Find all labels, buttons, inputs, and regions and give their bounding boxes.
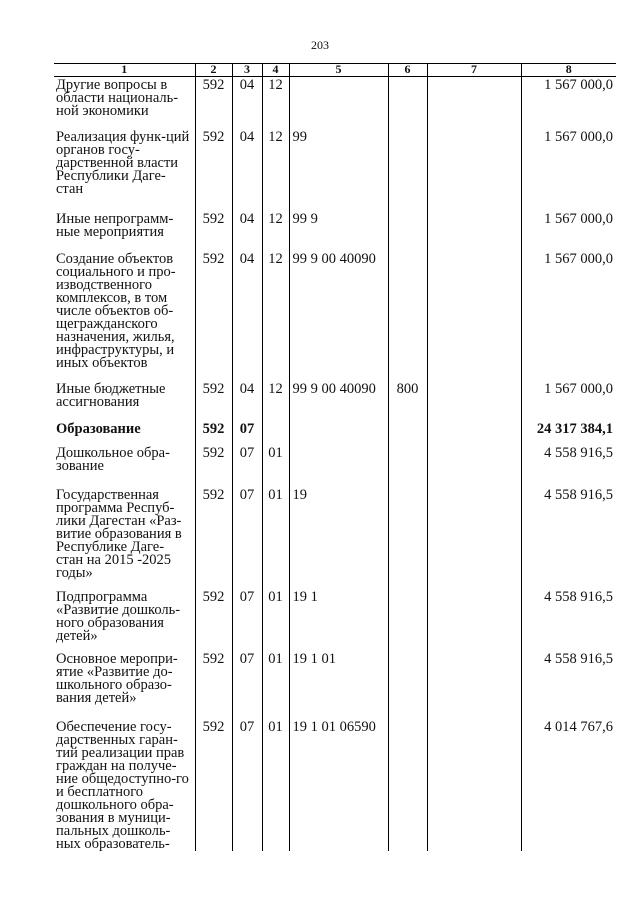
- section-code-cell: 07: [232, 589, 262, 651]
- amount-cell: 1 567 000,0: [521, 211, 616, 251]
- subsection-code-cell: 01: [262, 487, 289, 589]
- ministry-code-cell: 592: [195, 251, 232, 381]
- amount-cell: 4 558 916,5: [521, 445, 616, 487]
- ministry-code-cell: 592: [195, 129, 232, 211]
- subsection-code-cell: 12: [262, 381, 289, 421]
- column-7-cell: [427, 129, 521, 211]
- expense-type-cell: [388, 251, 427, 381]
- column-header-8: 8: [521, 64, 616, 77]
- column-7-cell: [427, 381, 521, 421]
- section-code-cell: 07: [232, 719, 262, 851]
- ministry-code-cell: 592: [195, 211, 232, 251]
- column-7-cell: [427, 589, 521, 651]
- table-row: [54, 421, 616, 445]
- amount-cell: 4 014 767,6: [521, 719, 616, 851]
- budget-table: [54, 63, 616, 851]
- ministry-code-cell: 592: [195, 77, 232, 129]
- table-row: [54, 129, 616, 211]
- target-article-cell: 99 9: [289, 211, 388, 251]
- amount-cell: 24 317 384,1: [521, 421, 616, 445]
- target-article-cell: 19: [289, 487, 388, 589]
- table-row: [54, 445, 616, 487]
- column-7-cell: [427, 77, 521, 129]
- column-header-2: 2: [195, 64, 232, 77]
- amount-cell: 1 567 000,0: [521, 251, 616, 381]
- amount-cell: 4 558 916,5: [521, 589, 616, 651]
- expense-type-cell: [388, 129, 427, 211]
- section-code-cell: 04: [232, 129, 262, 211]
- column-7-cell: [427, 421, 521, 445]
- target-article-cell: 19 1 01 06590: [289, 719, 388, 851]
- ministry-code-cell: 592: [195, 719, 232, 851]
- expense-type-cell: 800: [388, 381, 427, 421]
- ministry-code-cell: 592: [195, 487, 232, 589]
- expense-type-cell: [388, 445, 427, 487]
- target-article-cell: 99: [289, 129, 388, 211]
- section-code-cell: 04: [232, 77, 262, 129]
- table-row: [54, 211, 616, 251]
- table-row: [54, 251, 616, 381]
- page-number: 203: [311, 38, 329, 52]
- column-7-cell: [427, 719, 521, 851]
- subsection-code-cell: 12: [262, 77, 289, 129]
- target-article-cell: 19 1: [289, 589, 388, 651]
- item-name-cell: Дошкольное обра-зование: [56, 444, 170, 474]
- section-code-cell: 07: [232, 651, 262, 719]
- expense-type-cell: [388, 77, 427, 129]
- item-name-cell: Государственная программа Респуб-лики Дагестан «Раз-витие образования в Республике Даге-стан на 2015 -2025 годы»: [56, 486, 182, 581]
- subsection-code-cell: 12: [262, 251, 289, 381]
- section-code-cell: 07: [232, 487, 262, 589]
- table-row: [54, 381, 616, 421]
- table-row: [54, 589, 616, 651]
- column-header-7: 7: [427, 64, 521, 77]
- section-code-cell: 04: [232, 381, 262, 421]
- expense-type-cell: [388, 719, 427, 851]
- target-article-cell: [289, 421, 388, 445]
- subsection-code-cell: [262, 421, 289, 445]
- table-row: [54, 77, 616, 129]
- expense-type-cell: [388, 651, 427, 719]
- column-header-3: 3: [232, 64, 262, 77]
- target-article-cell: [289, 77, 388, 129]
- table-row: [54, 487, 616, 589]
- section-code-cell: 04: [232, 211, 262, 251]
- target-article-cell: 99 9 00 40090: [289, 381, 388, 421]
- column-header-1: 1: [54, 64, 195, 77]
- target-article-cell: 99 9 00 40090: [289, 251, 388, 381]
- target-article-cell: [289, 445, 388, 487]
- amount-cell: 1 567 000,0: [521, 129, 616, 211]
- item-name-cell: Основное меропри-ятие «Развитие до-школьного образо-вания детей»: [56, 650, 178, 706]
- item-name-cell: Реализация функ-ций органов госу-дарственной власти Республики Даге-стан: [56, 128, 190, 197]
- target-article-cell: 19 1 01: [289, 651, 388, 719]
- item-name-cell: Создание объектов социального и про-изводственного комплексов, в том числе объектов об-щегражданского назначения, жилья, инфраструктуры, и иных объектов: [56, 250, 176, 371]
- ministry-code-cell: 592: [195, 445, 232, 487]
- subsection-code-cell: 01: [262, 651, 289, 719]
- ministry-code-cell: 592: [195, 421, 232, 445]
- ministry-code-cell: 592: [195, 651, 232, 719]
- table-row: [54, 719, 616, 851]
- table-row: [54, 651, 616, 719]
- column-7-cell: [427, 445, 521, 487]
- subsection-code-cell: 12: [262, 211, 289, 251]
- table-body: [54, 77, 616, 851]
- amount-cell: 1 567 000,0: [521, 381, 616, 421]
- expense-type-cell: [388, 211, 427, 251]
- amount-cell: 1 567 000,0: [521, 77, 616, 129]
- section-code-cell: 07: [232, 421, 262, 445]
- section-code-cell: 07: [232, 445, 262, 487]
- item-name-cell: Образование: [56, 420, 141, 437]
- item-name-cell: Другие вопросы в области националь-ной экономики: [56, 77, 179, 119]
- subsection-code-cell: 01: [262, 719, 289, 851]
- column-7-cell: [427, 211, 521, 251]
- item-name-cell: Подпрограмма «Развитие дошколь-ного образования детей»: [56, 588, 181, 644]
- ministry-code-cell: 592: [195, 381, 232, 421]
- column-7-cell: [427, 651, 521, 719]
- item-name-cell: Обеспечение госу-дарственных гаран-тий реализации прав граждан на получе-ние общедоступно-го и бесплатного дошкольного обра-зования в муници-пальных дошколь-ных образователь-: [56, 718, 189, 852]
- column-header-6: 6: [388, 64, 427, 77]
- column-7-cell: [427, 251, 521, 381]
- ministry-code-cell: 592: [195, 589, 232, 651]
- column-7-cell: [427, 487, 521, 589]
- header-row: [54, 64, 616, 77]
- column-header-5: 5: [289, 64, 388, 77]
- subsection-code-cell: 01: [262, 445, 289, 487]
- subsection-code-cell: 01: [262, 589, 289, 651]
- amount-cell: 4 558 916,5: [521, 487, 616, 589]
- item-name-cell: Иные непрограмм-ные мероприятия: [56, 210, 174, 240]
- column-header-4: 4: [262, 64, 289, 77]
- section-code-cell: 04: [232, 251, 262, 381]
- item-name-cell: Иные бюджетные ассигнования: [56, 380, 166, 410]
- expense-type-cell: [388, 487, 427, 589]
- expense-type-cell: [388, 421, 427, 445]
- subsection-code-cell: 12: [262, 129, 289, 211]
- amount-cell: 4 558 916,5: [521, 651, 616, 719]
- expense-type-cell: [388, 589, 427, 651]
